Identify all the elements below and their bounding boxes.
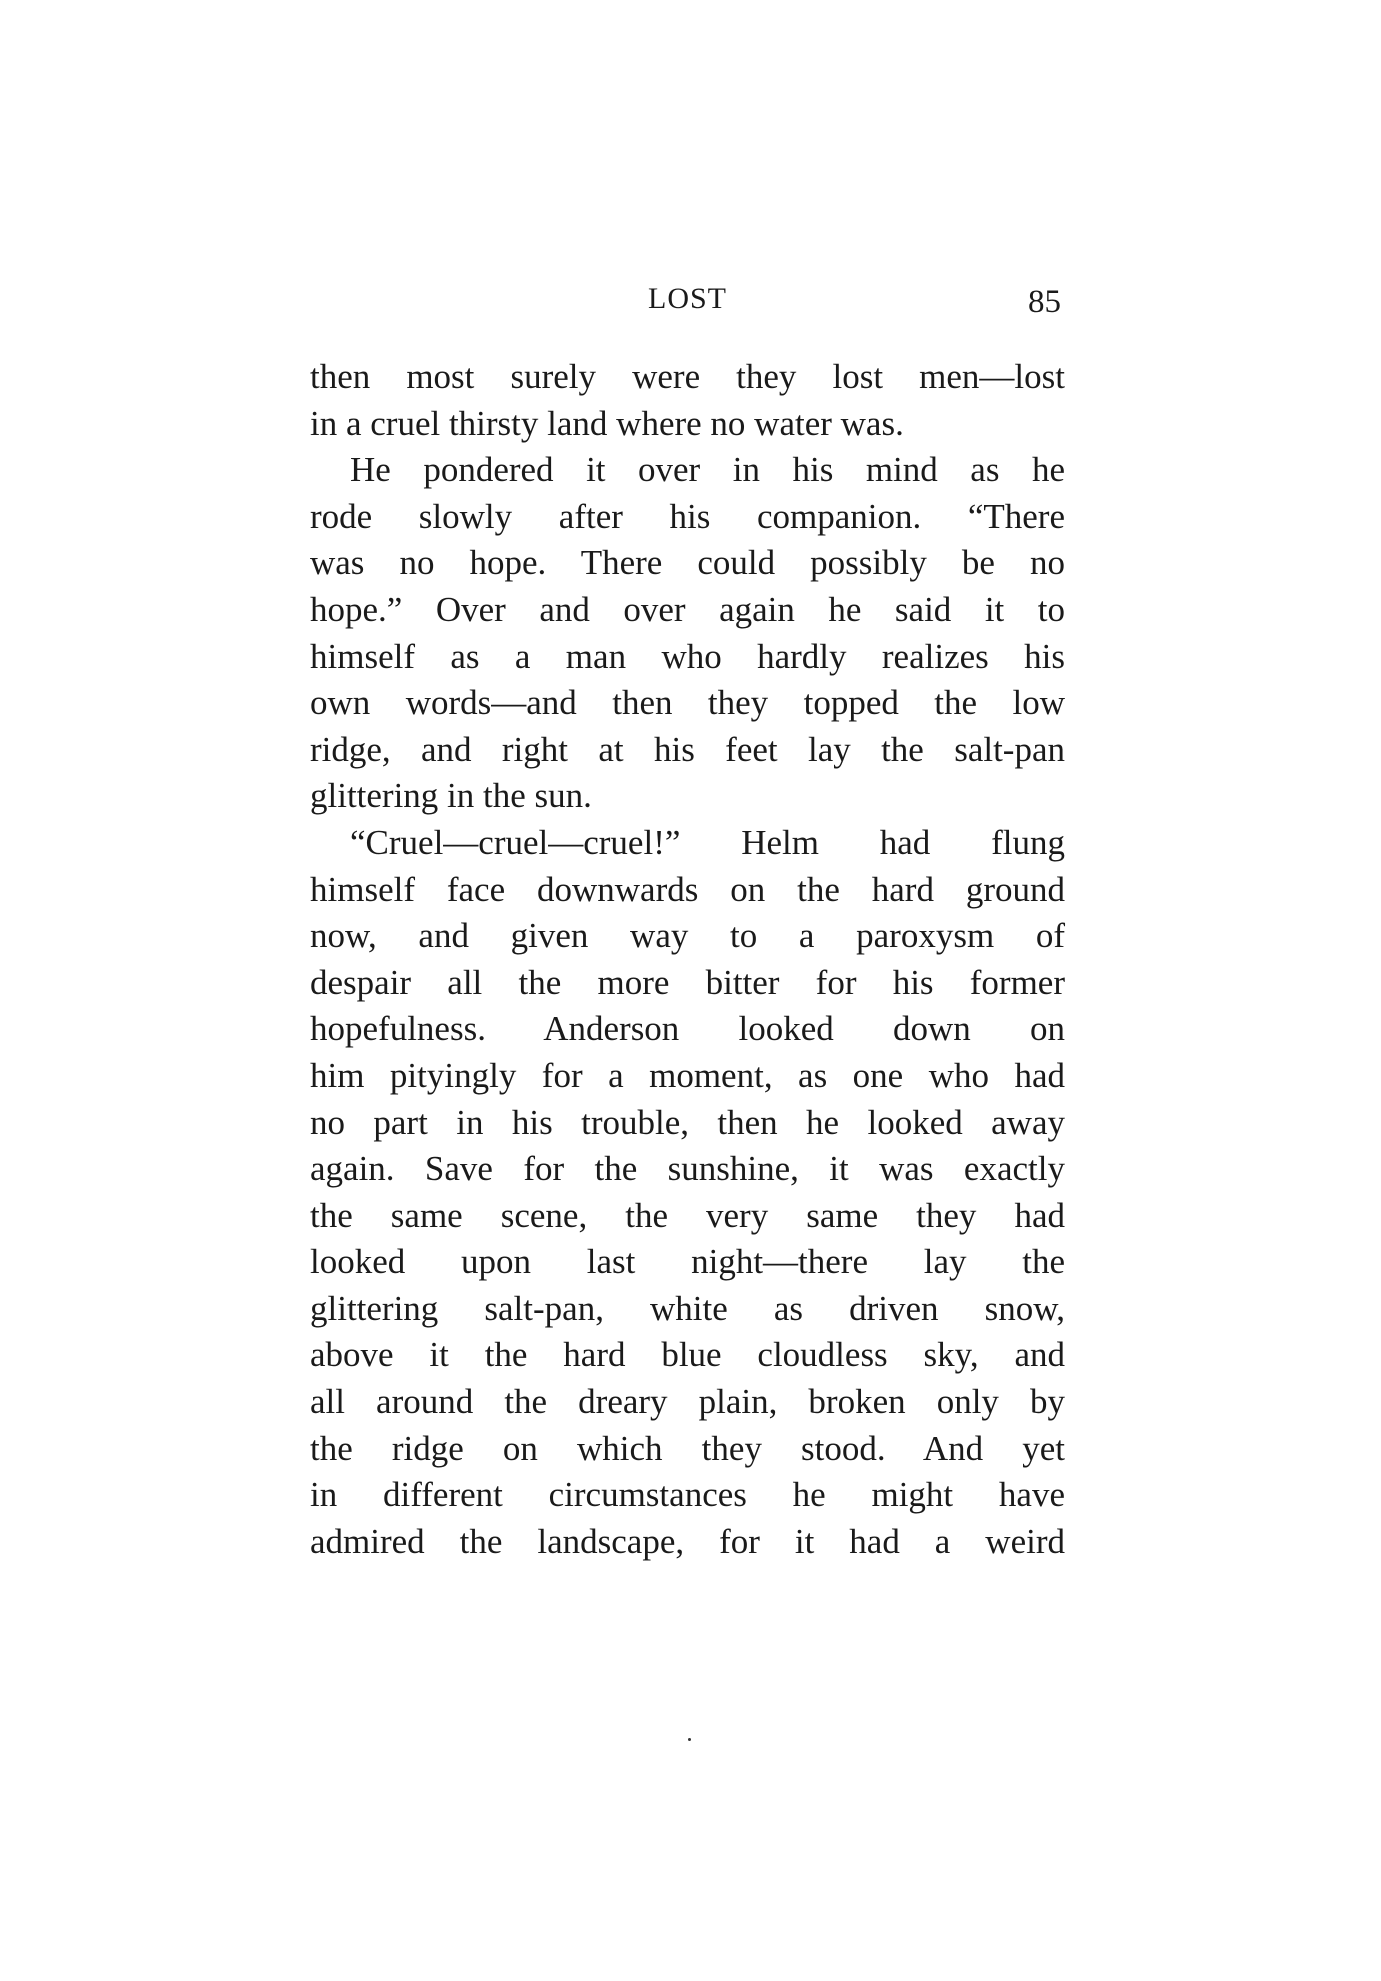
text-line: hope.” Over and over again he said it to (310, 589, 1065, 629)
text-line: the same scene, the very same they had (310, 1195, 1065, 1235)
text-line: all around the dreary plain, broken only by (310, 1382, 1065, 1422)
text-line: now, and given way to a paroxysm of (310, 916, 1065, 956)
text-line: above it the hard blue cloudless sky, and (310, 1335, 1065, 1375)
text-line: admired the landscape, for it had a weird (310, 1521, 1065, 1561)
text-line: himself face downwards on the hard ground (310, 869, 1065, 909)
text-line: again. Save for the sunshine, it was exactly (310, 1149, 1065, 1189)
running-head (310, 282, 1065, 332)
text-line: himself as a man who hardly realizes his (310, 636, 1065, 676)
text-line: in different circumstances he might have (310, 1475, 1065, 1515)
text-line: him pityingly for a moment, as one who had (310, 1055, 1065, 1095)
text-line: own words—and then they topped the low (310, 683, 1065, 723)
text-line: the ridge on which they stood. And yet (310, 1428, 1065, 1468)
text-line: looked upon last night—there lay the (310, 1242, 1065, 1282)
text-line: then most surely were they lost men—lost (310, 357, 1065, 396)
text-line: glittering salt-pan, white as driven snow, (310, 1288, 1065, 1328)
body-text (310, 354, 1065, 1565)
text-line: rode slowly after his companion. “There (310, 496, 1065, 536)
text-line: “Cruel—cruel—cruel!” Helm had flung (350, 822, 1065, 862)
running-title: LOST (648, 282, 727, 315)
text-line: despair all the more bitter for his former (310, 962, 1065, 1002)
text-line: hopefulness. Anderson looked down on (310, 1009, 1065, 1049)
text-line: glittering in the sun. (310, 776, 592, 816)
text-line: in a cruel thirsty land where no water was. (310, 403, 904, 443)
text-line: He pondered it over in his mind as he (350, 450, 1065, 490)
page-number: 85 (1028, 284, 1061, 320)
footer-mark (688, 1738, 691, 1741)
text-line: no part in his trouble, then he looked away (310, 1102, 1065, 1142)
text-line: ridge, and right at his feet lay the salt-pan (310, 729, 1065, 769)
text-line: was no hope. There could possibly be no (310, 543, 1065, 583)
